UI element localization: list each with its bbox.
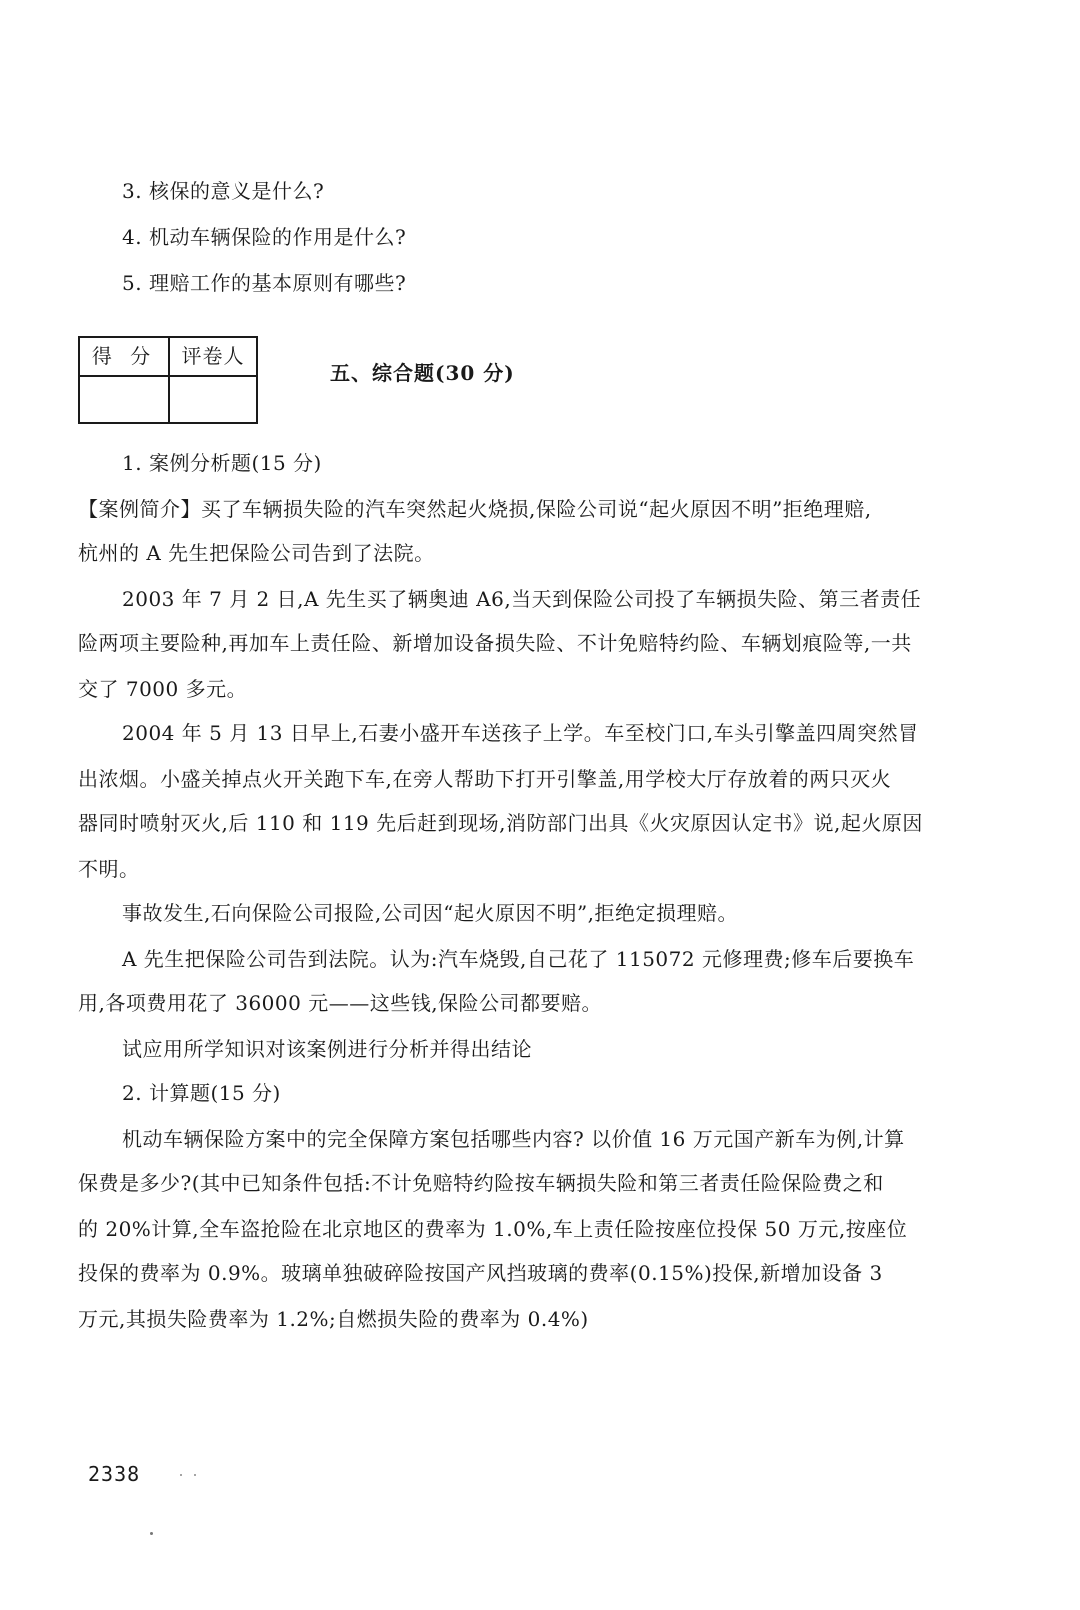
question-5: 5. 理赔工作的基本原则有哪些?: [122, 271, 407, 295]
q1-line: 险两项主要险种,再加车上责任险、新增加设备损失险、不计免赔特约险、车辆划痕险等,一共: [78, 631, 912, 655]
q1-line: 不明。: [78, 857, 140, 881]
q1-line: 2003 年 7 月 2 日,A 先生买了辆奥迪 A6,当天到保险公司投了车辆损失险、第三者责任: [122, 587, 922, 611]
footer-dots: [180, 1474, 206, 1478]
q1-line: 2004 年 5 月 13 日早上,石妻小盛开车送孩子上学。车至校门口,车头引擎盖四周突然冒: [122, 721, 919, 745]
grader-label: 评卷人: [181, 344, 245, 368]
q1-line: 出浓烟。小盛关掉点火开关跑下车,在旁人帮助下打开引擎盖,用学校大厅存放着的两只灭火: [78, 767, 892, 791]
q1-line: 交了 7000 多元。: [78, 677, 248, 701]
q1-line: 器同时喷射灭火,后 110 和 119 先后赶到现场,消防部门出具《火灾原因认定书》说,起火原因: [78, 811, 923, 835]
q1-line: 杭州的 A 先生把保险公司告到了法院。: [78, 541, 435, 565]
q2-line: 机动车辆保险方案中的完全保障方案包括哪些内容? 以价值 16 万元国产新车为例,计算: [122, 1127, 905, 1151]
q2-line: 万元,其损失险费率为 1.2%;自燃损失险的费率为 0.4%): [78, 1307, 589, 1331]
q2-line: 的 20%计算,全车盗抢险在北京地区的费率为 1.0%,车上责任险按座位投保 50 万元,按座位: [78, 1217, 908, 1241]
section-heading: 五、综合题(30 分): [330, 361, 515, 385]
page-number: 2338: [88, 1462, 141, 1486]
table-divider-horizontal: [80, 375, 256, 377]
q1-line: 【案例简介】买了车辆损失险的汽车突然起火烧损,保险公司说“起火原因不明”拒绝理赔,: [78, 497, 872, 521]
table-divider-vertical: [168, 338, 170, 422]
q2-title: 2. 计算题(15 分): [122, 1081, 281, 1105]
q1-line: 事故发生,石向保险公司报险,公司因“起火原因不明”,拒绝定损理赔。: [122, 901, 739, 925]
q1-line: 用,各项费用花了 36000 元——这些钱,保险公司都要赔。: [78, 991, 603, 1015]
question-3: 3. 核保的意义是什么?: [122, 179, 325, 203]
q1-line: A 先生把保险公司告到法院。认为:汽车烧毁,自己花了 115072 元修理费;修车后要换车: [122, 947, 915, 971]
q1-title: 1. 案例分析题(15 分): [122, 451, 322, 475]
q2-line: 保费是多少?(其中已知条件包括:不计免赔特约险按车辆损失险和第三者责任险保险费之和: [78, 1171, 884, 1195]
scan-speck: [150, 1532, 153, 1535]
q2-line: 投保的费率为 0.9%。玻璃单独破碎险按国产风挡玻璃的费率(0.15%)投保,新增加设备 3: [78, 1261, 883, 1285]
score-table: [78, 336, 258, 424]
score-label: 得 分: [91, 344, 157, 368]
question-4: 4. 机动车辆保险的作用是什么?: [122, 225, 407, 249]
q1-line: 试应用所学知识对该案例进行分析并得出结论: [122, 1037, 532, 1061]
